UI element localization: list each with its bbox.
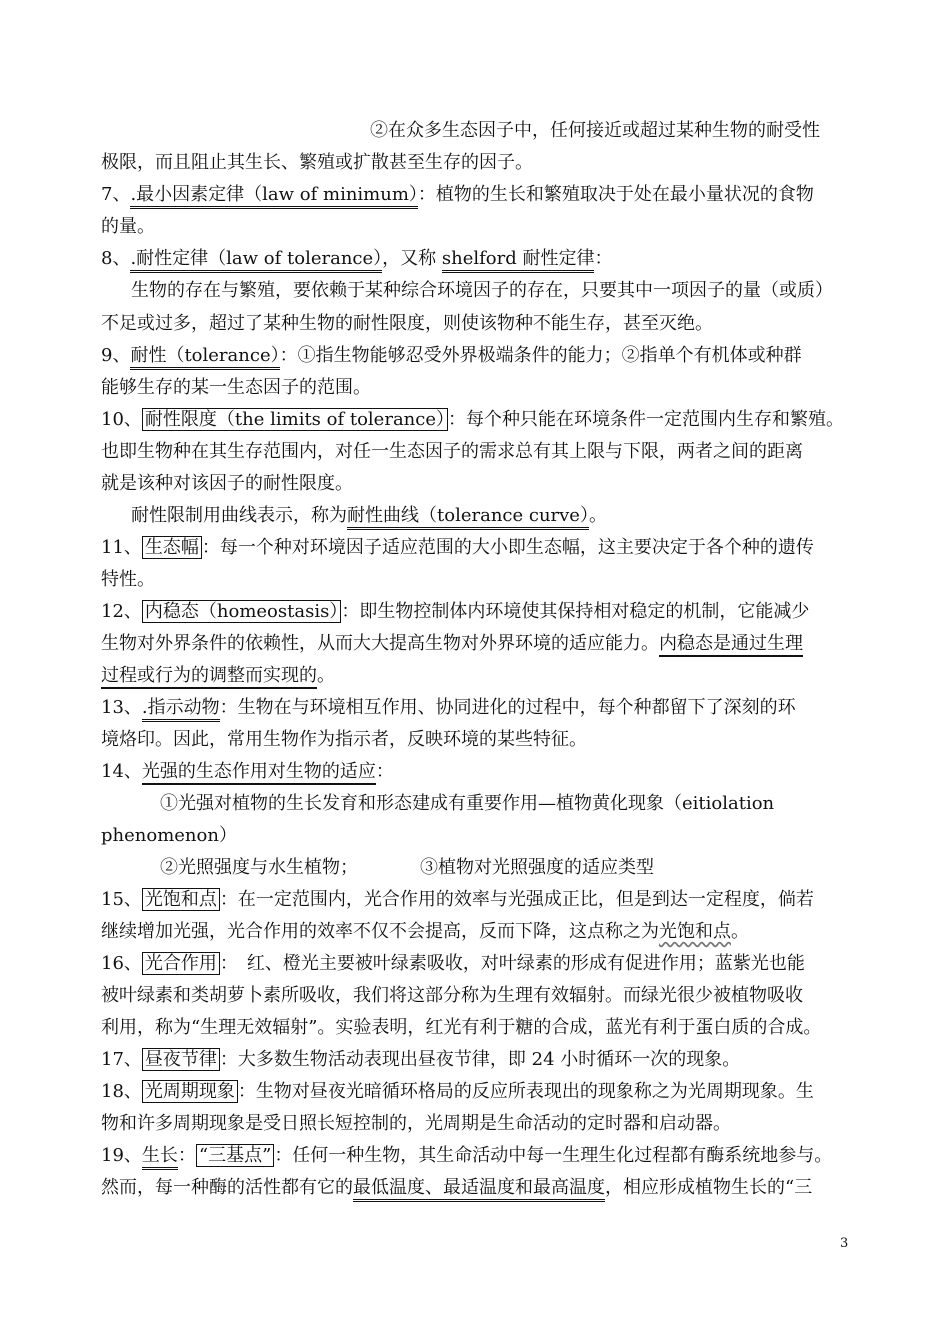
text-line	[101, 633, 851, 655]
text: 。	[317, 665, 335, 686]
page-number: 3	[840, 1236, 849, 1251]
text-line	[101, 729, 851, 751]
text: 不足或过多，超过了某种生物的耐性限度，则使该物种不能生存，甚至灭绝。	[101, 313, 713, 334]
text: 能够生存的某一生态因子的范围。	[101, 377, 371, 398]
text: 物和许多周期现象是受日照长短控制的，光周期是生命活动的定时器和启动器。	[101, 1113, 731, 1134]
text: ①光强对植物的生长发育和形态建成有重要作用—植物黄化现象（eitiolation	[160, 793, 775, 814]
text-line	[160, 793, 851, 815]
text: ②光照强度与水生植物；	[160, 857, 358, 878]
text: 耐性限制用曲线表示，称为	[131, 505, 347, 526]
term-circadian-rhythm: 昼夜节律	[142, 1048, 220, 1071]
item-number: 11、	[101, 537, 142, 558]
definition: ：生物在与环境相互作用、协同进化的过程中，每个种都留下了深刻的环	[219, 697, 796, 718]
term-14	[101, 761, 851, 783]
text-line	[101, 1113, 851, 1135]
item-number: 12、	[101, 601, 142, 622]
text-line	[101, 152, 851, 174]
term-photosynthesis: 光合作用	[142, 952, 220, 975]
text-line	[101, 1177, 851, 1199]
text: 被叶绿素和类胡萝卜素所吸收，我们将这部分称为生理有效辐射。而绿光很少被植物吸收	[101, 985, 803, 1006]
definition: ： 红、橙光主要被叶绿素吸收，对叶绿素的形成有促进作用；蓝紫光也能	[219, 953, 805, 974]
definition: ：在一定范围内，光合作用的效率与光强成正比，但是到达一定程度，倘若	[219, 889, 814, 910]
text-line	[101, 377, 851, 399]
text-line	[131, 505, 851, 527]
underlined-text: 最低温度、最适温度和最高温度	[353, 1177, 605, 1202]
term-ecological-amplitude: 生态幅	[142, 536, 202, 559]
term-min-law: .最小因素定律（law of minimum）	[130, 184, 417, 209]
text: 极限，而且阻止其生长、繁殖或扩散甚至生存的因子。	[101, 152, 533, 173]
text-line	[101, 441, 851, 463]
text: ：	[375, 761, 394, 782]
text-line	[101, 985, 851, 1007]
item-number: 16、	[101, 953, 142, 974]
definition: ：每个种只能在环境条件一定范围内生存和繁殖。	[448, 409, 844, 430]
definition: ：植物的生长和繁殖取决于处在最小量状况的食物	[417, 184, 814, 205]
text: 然而，每一种酶的活性都有它的	[101, 1177, 353, 1198]
text: 。	[731, 921, 749, 942]
term-19	[101, 1145, 851, 1167]
term-13	[101, 697, 851, 719]
term-growth: 生长	[142, 1145, 178, 1170]
text-line	[101, 825, 851, 847]
term-tolerance: 耐性（tolerance）	[130, 345, 279, 370]
underlined-text: 过程或行为的调整而实现的	[101, 665, 317, 689]
text: ，又称	[382, 248, 442, 269]
text: 的量。	[101, 216, 155, 237]
term-9	[101, 345, 851, 367]
text-line	[370, 120, 850, 142]
text: ：	[177, 1145, 196, 1166]
term-7	[101, 184, 851, 206]
text: 继续增加光强，光合作用的效率不仅不会提高，反而下降，这点称之为	[101, 921, 659, 942]
term-18	[101, 1081, 851, 1103]
text-line	[101, 921, 851, 943]
text: 也即生物种在其生存范围内，对任一生态因子的需求总有其上限与下限，两者之间的距离	[101, 441, 803, 462]
wavy-text: 光饱和点	[659, 921, 731, 942]
text-line	[101, 665, 851, 687]
item-number: 7、	[101, 184, 131, 205]
term-12	[101, 601, 851, 623]
item-number: 18、	[101, 1081, 142, 1102]
definition: ：大多数生物活动表现出昼夜节律，即 24 小时循环一次的现象。	[219, 1049, 741, 1070]
term-photoperiodism: 光周期现象	[142, 1080, 238, 1103]
text-line	[101, 216, 851, 238]
item-number: 17、	[101, 1049, 142, 1070]
text-line	[131, 280, 851, 302]
text-line	[101, 1017, 851, 1039]
item-number: 9、	[101, 345, 131, 366]
term-light-intensity: 光强的生态作用对生物的适应	[142, 761, 376, 785]
item-number: 10、	[101, 409, 142, 430]
item-number: 13、	[101, 697, 142, 718]
text: phenomenon）	[101, 825, 237, 846]
item-number: 19、	[101, 1145, 142, 1166]
text: 特性。	[101, 569, 155, 590]
definition: ：即生物控制体内环境使其保持相对稳定的机制，它能减少	[341, 601, 810, 622]
definition: ：生物对昼夜光暗循环格局的反应所表现出的现象称之为光周期现象。生	[237, 1081, 814, 1102]
term-tolerance-law: .耐性定律（law of tolerance）	[130, 248, 382, 273]
term-11	[101, 537, 851, 559]
text: ：	[594, 248, 613, 269]
text: 。	[588, 505, 607, 526]
item-number: 8、	[101, 248, 131, 269]
text: ，相应形成植物生长的“三	[605, 1177, 813, 1198]
text-line	[160, 857, 851, 879]
term-10	[101, 409, 851, 431]
term-homeostasis: 内稳态（homeostasis）	[142, 600, 341, 623]
item-number: 15、	[101, 889, 142, 910]
item-number: 14、	[101, 761, 142, 782]
text: ②在众多生态因子中，任何接近或超过某种生物的耐受性	[370, 120, 820, 141]
text-line	[101, 473, 851, 495]
text-line	[101, 569, 851, 591]
text: 就是该种对该因子的耐性限度。	[101, 473, 353, 494]
definition: ：任何一种生物，其生命活动中每一生理生化过程都有酶系统地参与。	[274, 1145, 833, 1166]
text: ③植物对光照强度的适应类型	[420, 857, 654, 878]
underlined-text: 内稳态是通过生理	[659, 633, 803, 657]
text: 生物对外界条件的依赖性，从而大大提高生物对外界环境的适应能力。	[101, 633, 659, 654]
term-tolerance-curve: 耐性曲线（tolerance curve）	[347, 505, 589, 530]
term-15	[101, 889, 851, 911]
term-limits-of-tolerance: 耐性限度（the limits of tolerance）	[142, 408, 448, 431]
term-8	[101, 248, 851, 270]
text-line	[101, 313, 851, 335]
definition: ：①指生物能够忍受外界极端条件的能力；②指单个有机体或种群	[279, 345, 802, 366]
definition: ：每一个种对环境因子适应范围的大小即生态幅，这主要决定于各个种的遗传	[201, 537, 814, 558]
text: 境烙印。因此，常用生物作为指示者，反映环境的某些特征。	[101, 729, 587, 750]
text: 生物的存在与繁殖，要依赖于某种综合环境因子的存在，只要其中一项因子的量（或质）	[131, 280, 833, 301]
text: 利用，称为“生理无效辐射”。实验表明，红光有利于糖的合成，蓝光有利于蛋白质的合成。	[101, 1017, 822, 1038]
term-indicator-animal: .指示动物	[142, 697, 220, 722]
term-shelford: shelford 耐性定律	[442, 248, 595, 273]
term-three-base-points: “三基点”	[196, 1144, 274, 1167]
term-16	[101, 953, 851, 975]
term-light-saturation: 光饱和点	[142, 888, 220, 911]
term-17	[101, 1049, 851, 1071]
